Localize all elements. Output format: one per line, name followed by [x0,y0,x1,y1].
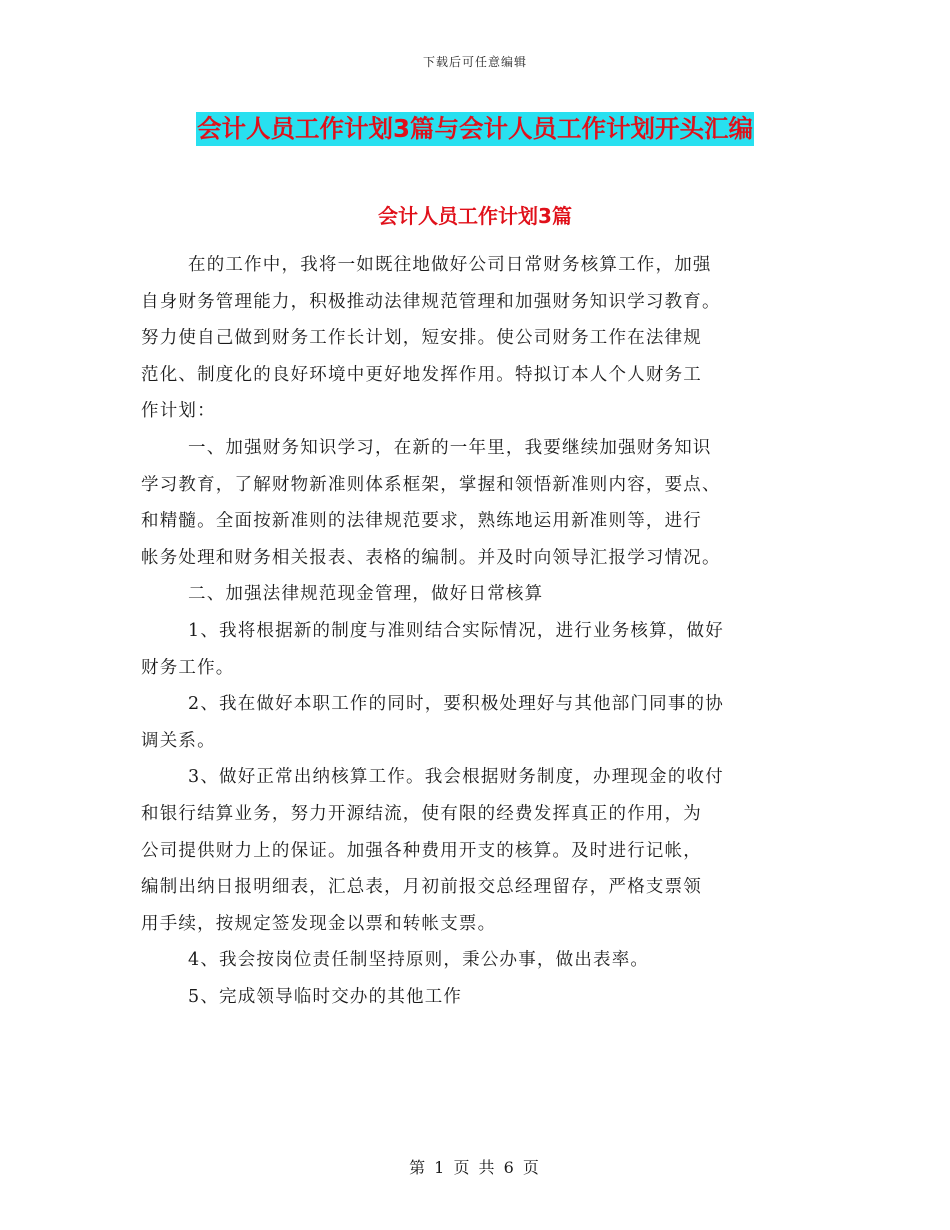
paragraph-line: 公司提供财力上的保证。加强各种费用开支的核算。及时进行记帐， [141,840,702,861]
paragraph-line: 1、我将根据新的制度与准则结合实际情况，进行业务核算，做好 [188,620,724,641]
paragraph-line: 二、加强法律规范现金管理，做好日常核算 [188,584,544,605]
paragraph-line: 一、加强财务知识学习，在新的一年里，我要继续加强财务知识 [188,437,712,458]
paragraph-line: 作计划： [141,401,216,422]
paragraph-line: 4、我会按岗位责任制坚持原则，秉公办事，做出表率。 [188,950,650,971]
paragraph-line: 和银行结算业务，努力开源结流，使有限的经费发挥真正的作用，为 [141,803,702,824]
paragraph-line: 5、完成领导临时交办的其他工作 [188,986,463,1007]
paragraph-line: 自身财务管理能力，积极推动法律规范管理和加强财务知识学习教育。 [141,291,721,312]
paragraph-line: 范化、制度化的良好环境中更好地发挥作用。特拟订本人个人财务工 [141,364,702,385]
paragraph-line: 调关系。 [141,730,216,751]
header-note: 下载后可任意编辑 [422,55,527,69]
paragraph-line: 和精髓。全面按新准则的法律规范要求，熟练地运用新准则等，进行 [141,511,702,532]
paragraph-line: 在的工作中，我将一如既往地做好公司日常财务核算工作，加强 [188,255,712,275]
paragraph-line: 用手续，按规定签发现金以票和转帐支票。 [141,913,497,934]
section-title: 会计人员工作计划3篇 [378,204,572,228]
page-number-footer: 第 1 页 共 6 页 [409,1158,541,1177]
paragraph-line: 编制出纳日报明细表，汇总表，月初前报交总经理留存，严格支票领 [141,877,702,898]
paragraph-line: 努力使自己做到财务工作长计划，短安排。使公司财务工作在法律规 [141,328,702,349]
paragraph-line: 学习教育，了解财物新准则体系框架，掌握和领悟新准则内容，要点、 [141,474,721,495]
paragraph-line: 3、做好正常出纳核算工作。我会根据财务制度，办理现金的收付 [188,767,724,788]
paragraph-line: 2、我在做好本职工作的同时，要积极处理好与其他部门同事的协 [188,694,724,715]
document-title: 会计人员工作计划3篇与会计人员工作计划开头汇编 [196,112,754,146]
paragraph-line: 财务工作。 [141,657,235,678]
paragraph-line: 帐务处理和财务相关报表、表格的编制。并及时向领导汇报学习情况。 [141,547,721,568]
body-text [141,247,806,1015]
